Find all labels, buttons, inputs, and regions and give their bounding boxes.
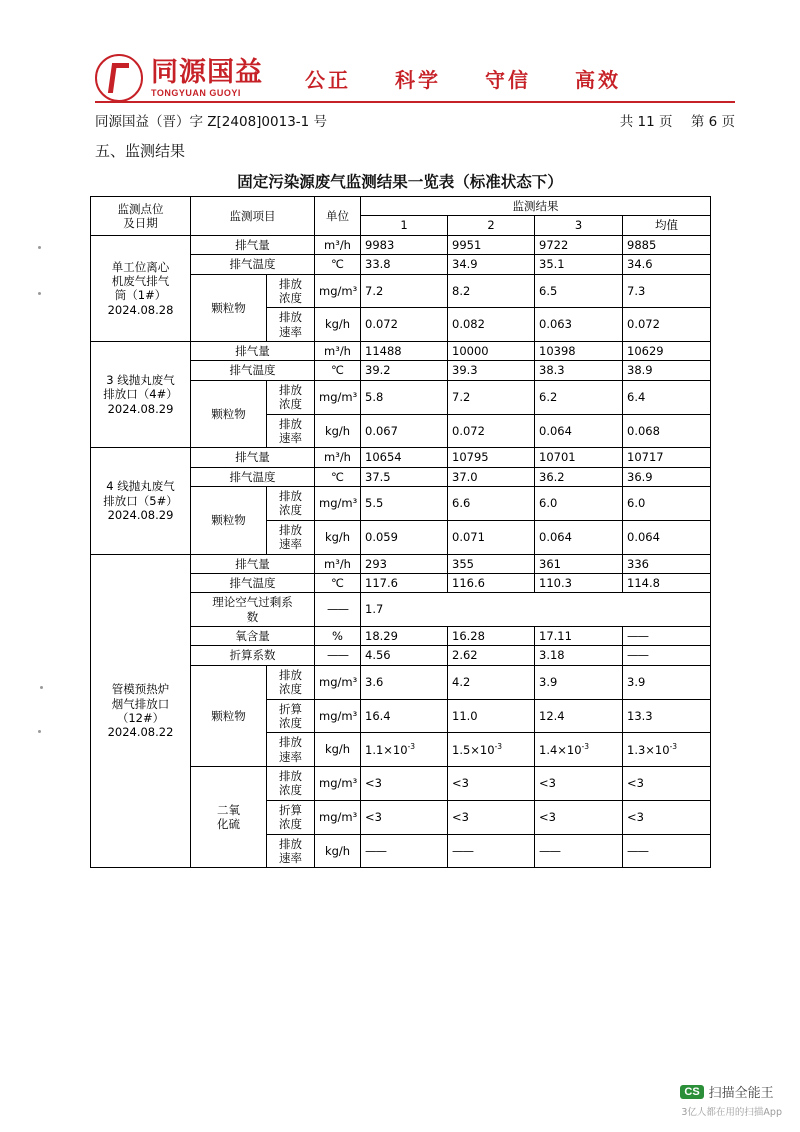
item-label: 排气温度 <box>191 361 315 380</box>
monitoring-point-2: 3 线抛丸废气 排放口（4#） 2024.08.29 <box>91 342 191 448</box>
value-avg: 0.072 <box>623 308 711 342</box>
item-label: 颗粒物 <box>191 665 267 766</box>
slogan-3: 守信 <box>485 67 531 92</box>
value-avg: —— <box>623 646 711 665</box>
value-run1: 18.29 <box>361 627 448 646</box>
total-pages: 共 11 页 <box>619 114 673 130</box>
monitoring-point-1: 单工位离心 机废气排气 筒（1#） 2024.08.28 <box>91 235 191 341</box>
value-run1: $1.1\times 10^{-3}$ <box>361 733 448 767</box>
value-run3: 3.18 <box>535 646 623 665</box>
table-caption: 固定污染源废气监测结果一览表（标准状态下） <box>237 173 563 191</box>
unit-label: kg/h <box>315 414 361 448</box>
value-run2: 7.2 <box>448 380 535 414</box>
value-avg: $1.3\times 10^{-3}$ <box>623 733 711 767</box>
value-run1: 5.5 <box>361 487 448 521</box>
value-run2: 8.2 <box>448 274 535 308</box>
value-run1: 117.6 <box>361 573 448 592</box>
item-label: 理论空气过剩系 数 <box>191 593 315 627</box>
value-run1: 5.8 <box>361 380 448 414</box>
item-label: 颗粒物 <box>191 274 267 342</box>
value-run3: 36.2 <box>535 467 623 486</box>
value-run3: <3 <box>535 767 623 801</box>
item-label: 排气温度 <box>191 467 315 486</box>
value-avg: 6.4 <box>623 380 711 414</box>
value-avg: 36.9 <box>623 467 711 486</box>
value-avg: —— <box>623 834 711 868</box>
table-row <box>91 554 711 573</box>
value-run1: 33.8 <box>361 255 448 274</box>
monitoring-point-4: 管模预热炉 烟气排放口 （12#） 2024.08.22 <box>91 554 191 868</box>
item-label: 折算系数 <box>191 646 315 665</box>
value-run2: 6.6 <box>448 487 535 521</box>
sub-item-label: 排放 速率 <box>267 308 315 342</box>
section-heading: 五、监测结果 <box>95 142 186 160</box>
value-run2: 16.28 <box>448 627 535 646</box>
unit-label: ℃ <box>315 255 361 274</box>
unit-label: mg/m³ <box>315 274 361 308</box>
sub-item-label: 排放 速率 <box>267 834 315 868</box>
col-header-run-1: 1 <box>361 216 448 235</box>
value-run1: <3 <box>361 767 448 801</box>
value-run2: 4.2 <box>448 665 535 699</box>
table-row <box>91 448 711 467</box>
camscanner-badge-icon: CS <box>680 1085 703 1099</box>
margin-dot <box>38 730 41 733</box>
unit-label: kg/h <box>315 520 361 554</box>
scanner-watermark-row <box>680 1082 773 1101</box>
value-run1: 9983 <box>361 235 448 254</box>
results-table-wrapper <box>90 196 710 868</box>
value-run2: <3 <box>448 800 535 834</box>
value-avg: 7.3 <box>623 274 711 308</box>
item-label: 二氧 化硫 <box>191 767 267 868</box>
item-label: 排气量 <box>191 448 315 467</box>
unit-label: m³/h <box>315 235 361 254</box>
value-run2: 0.082 <box>448 308 535 342</box>
sub-item-label: 排放 速率 <box>267 414 315 448</box>
value-avg: —— <box>623 627 711 646</box>
value-avg: <3 <box>623 800 711 834</box>
value-run3: 3.9 <box>535 665 623 699</box>
slogan-2: 科学 <box>395 67 441 92</box>
col-header-results: 监测结果 <box>361 197 711 216</box>
value-run3: 110.3 <box>535 573 623 592</box>
unit-label: kg/h <box>315 308 361 342</box>
sub-item-label: 折算 浓度 <box>267 800 315 834</box>
value-avg: 13.3 <box>623 699 711 733</box>
unit-label: m³/h <box>315 554 361 573</box>
value-run2: 10000 <box>448 342 535 361</box>
value-run3: 0.064 <box>535 414 623 448</box>
value-run1: 16.4 <box>361 699 448 733</box>
logo-company-name-cn: 同源国益 <box>151 56 263 88</box>
value-run1: 4.56 <box>361 646 448 665</box>
sub-item-label: 排放 浓度 <box>267 665 315 699</box>
value-run2: <3 <box>448 767 535 801</box>
value-run3: 38.3 <box>535 361 623 380</box>
value-run2: 39.3 <box>448 361 535 380</box>
value-avg: 10717 <box>623 448 711 467</box>
col-header-point-date: 监测点位 及日期 <box>91 197 191 236</box>
item-label: 排气量 <box>191 554 315 573</box>
value-run3: —— <box>535 834 623 868</box>
value-avg: 0.068 <box>623 414 711 448</box>
value-run2: $1.5\times 10^{-3}$ <box>448 733 535 767</box>
table-header-row <box>91 197 711 216</box>
unit-label: ℃ <box>315 467 361 486</box>
sub-item-label: 排放 浓度 <box>267 274 315 308</box>
value-run3: 6.0 <box>535 487 623 521</box>
header-divider <box>95 101 735 103</box>
value-run1: 11488 <box>361 342 448 361</box>
unit-label: ℃ <box>315 361 361 380</box>
page-indicator <box>606 110 735 130</box>
value-run1: 0.067 <box>361 414 448 448</box>
unit-label: mg/m³ <box>315 800 361 834</box>
value-avg: 9885 <box>623 235 711 254</box>
sub-item-label: 排放 速率 <box>267 520 315 554</box>
unit-label: kg/h <box>315 834 361 868</box>
value-run3: 6.2 <box>535 380 623 414</box>
col-header-run-2: 2 <box>448 216 535 235</box>
unit-label: —— <box>315 646 361 665</box>
item-label: 氧含量 <box>191 627 315 646</box>
unit-label: m³/h <box>315 448 361 467</box>
table-row <box>91 342 711 361</box>
margin-dot <box>38 292 41 295</box>
sub-item-label: 排放 浓度 <box>267 380 315 414</box>
value-run1: 293 <box>361 554 448 573</box>
value-avg: 114.8 <box>623 573 711 592</box>
col-header-unit: 单位 <box>315 197 361 236</box>
scanner-app-tagline: 3亿人都在用的扫描App <box>681 1107 782 1118</box>
value-run3: 9722 <box>535 235 623 254</box>
unit-label: ℃ <box>315 573 361 592</box>
letterhead <box>95 52 735 104</box>
value-run1: <3 <box>361 800 448 834</box>
value-run2: 2.62 <box>448 646 535 665</box>
value-avg: <3 <box>623 767 711 801</box>
value-run3: 10701 <box>535 448 623 467</box>
value-run1: 7.2 <box>361 274 448 308</box>
value-run1: 37.5 <box>361 467 448 486</box>
slogan-group <box>305 64 621 93</box>
value-run2: 37.0 <box>448 467 535 486</box>
col-header-average: 均值 <box>623 216 711 235</box>
unit-label: mg/m³ <box>315 487 361 521</box>
monitoring-point-3: 4 线抛丸废气 排放口（5#） 2024.08.29 <box>91 448 191 554</box>
value-run1: 0.059 <box>361 520 448 554</box>
table-row <box>91 235 711 254</box>
unit-label: % <box>315 627 361 646</box>
current-page: 第 6 页 <box>690 114 735 130</box>
sub-item-label: 排放 浓度 <box>267 767 315 801</box>
value-run2: 0.072 <box>448 414 535 448</box>
col-header-run-3: 3 <box>535 216 623 235</box>
value-avg: 3.9 <box>623 665 711 699</box>
value-run2: 116.6 <box>448 573 535 592</box>
value-avg: 10629 <box>623 342 711 361</box>
scanner-watermark <box>680 1082 782 1118</box>
item-label: 排气量 <box>191 342 315 361</box>
value-avg: 336 <box>623 554 711 573</box>
logo-text <box>151 56 263 98</box>
unit-label: kg/h <box>315 733 361 767</box>
value-run2: 11.0 <box>448 699 535 733</box>
value-run3: 361 <box>535 554 623 573</box>
col-header-item: 监测项目 <box>191 197 315 236</box>
logo-company-name-en: TONGYUAN GUOYI <box>151 87 241 98</box>
value-run2: —— <box>448 834 535 868</box>
report-number: 同源国益（晋）字 Z[2408]0013-1 号 <box>95 114 328 130</box>
value-run2: 10795 <box>448 448 535 467</box>
value-run1: 10654 <box>361 448 448 467</box>
value-run3: 10398 <box>535 342 623 361</box>
item-label: 颗粒物 <box>191 487 267 555</box>
value-run3: 17.11 <box>535 627 623 646</box>
unit-label: mg/m³ <box>315 665 361 699</box>
item-label: 排气量 <box>191 235 315 254</box>
sub-item-label: 排放 浓度 <box>267 487 315 521</box>
value-run1: 39.2 <box>361 361 448 380</box>
value-avg: 0.064 <box>623 520 711 554</box>
company-logo <box>95 54 263 102</box>
value-run2: 0.071 <box>448 520 535 554</box>
margin-dot <box>40 686 43 689</box>
value-run3: 6.5 <box>535 274 623 308</box>
value-run2: 9951 <box>448 235 535 254</box>
value-run1: 0.072 <box>361 308 448 342</box>
value-avg: 38.9 <box>623 361 711 380</box>
value-run2: 34.9 <box>448 255 535 274</box>
value-run1: 3.6 <box>361 665 448 699</box>
value-run3: $1.4\times 10^{-3}$ <box>535 733 623 767</box>
margin-dot <box>38 246 41 249</box>
unit-label: mg/m³ <box>315 699 361 733</box>
scanner-app-name: 扫描全能王 <box>708 1086 774 1101</box>
value-avg: 34.6 <box>623 255 711 274</box>
value-run3: <3 <box>535 800 623 834</box>
logo-mark-icon <box>95 54 143 102</box>
value-run2: 355 <box>448 554 535 573</box>
unit-label: m³/h <box>315 342 361 361</box>
item-label: 排气温度 <box>191 573 315 592</box>
item-label: 颗粒物 <box>191 380 267 448</box>
value-run3: 0.064 <box>535 520 623 554</box>
document-meta-line <box>95 110 735 130</box>
value-run3: 35.1 <box>535 255 623 274</box>
unit-label: mg/m³ <box>315 380 361 414</box>
slogan-1: 公正 <box>305 67 351 92</box>
sub-item-label: 排放 速率 <box>267 733 315 767</box>
sub-item-label: 折算 浓度 <box>267 699 315 733</box>
value-run3: 0.063 <box>535 308 623 342</box>
value-excess-air: 1.7 <box>361 593 711 627</box>
item-label: 排气温度 <box>191 255 315 274</box>
value-run1: —— <box>361 834 448 868</box>
emission-results-table <box>90 196 711 868</box>
unit-label: mg/m³ <box>315 767 361 801</box>
slogan-4: 高效 <box>575 67 621 92</box>
unit-label: —— <box>315 593 361 627</box>
value-run3: 12.4 <box>535 699 623 733</box>
value-avg: 6.0 <box>623 487 711 521</box>
